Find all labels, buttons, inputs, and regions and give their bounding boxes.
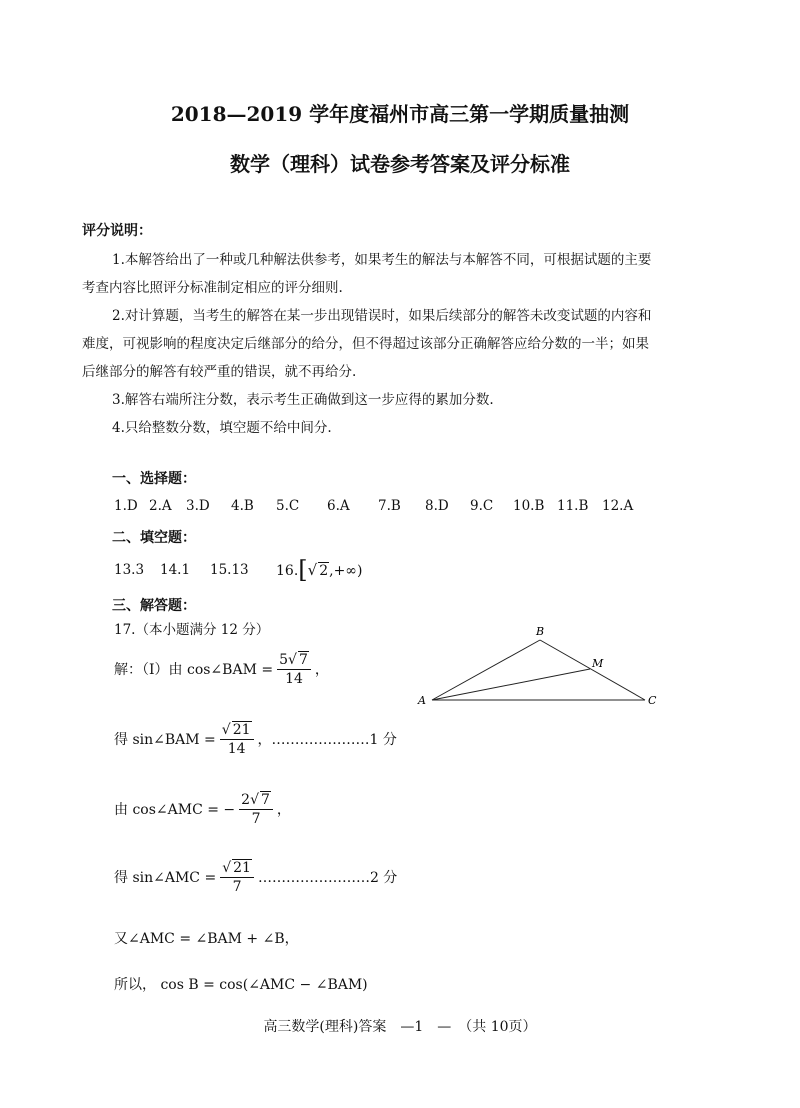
fraction: $\frac{5√ 7}{14}$: [277, 651, 311, 687]
choice-answer: 6.A: [327, 498, 350, 514]
triangle-figure: [410, 620, 670, 715]
choice-answer: 5.C: [276, 498, 300, 514]
solution-line-4: 得 sin∠AMC = $\frac{√ 21}{7}$ ……………………2 分: [114, 860, 398, 895]
segment-bc: [540, 640, 645, 700]
choice-answer: 9.C: [470, 498, 494, 514]
choice-answer: 3.D: [186, 498, 210, 514]
choice-answer: 8.D: [425, 498, 449, 514]
label-a: A: [418, 694, 426, 707]
segment-ab: [432, 640, 540, 700]
rule-1-line-2: 考查内容比照评分标准制定相应的评分细则.: [82, 280, 343, 296]
page-subtitle: 数学（理科）试卷参考答案及评分标准: [230, 152, 570, 176]
q17-header: 17.（本小题满分 12 分）: [114, 622, 270, 638]
choice-answer: 7.B: [378, 498, 401, 514]
fraction: $\frac{√ 21}{7}$: [220, 859, 254, 895]
q16-label: 16.: [276, 563, 299, 579]
q16-sqrt: 2: [319, 563, 329, 579]
solution-line-5: 又∠AMC = ∠BAM + ∠B，: [114, 931, 299, 947]
choice-answer: 1.D: [114, 498, 138, 514]
rule-4: 4.只给整数分数，填空题不给中间分.: [112, 420, 332, 436]
label-b: B: [536, 625, 545, 638]
solution-line-6: 所以， cos B = cos(∠AMC − ∠BAM): [114, 977, 368, 993]
rule-3: 3.解答右端所注分数，表示考生正确做到这一步应得的累加分数.: [112, 392, 494, 408]
rule-2-line-1: 2.对计算题，当考生的解答在某一步出现错误时，如果后续部分的解答未改变试题的内容和: [112, 308, 652, 324]
choice-answer: 2.A: [149, 498, 172, 514]
rule-2-line-3: 后继部分的解答有较严重的错误，就不再给分.: [82, 364, 357, 380]
fraction: $\frac{2√ 7}{7}$: [239, 791, 273, 827]
solution-line-1: 解：（Ⅰ）由 cos∠BAM = $\frac{5√ 7}{14}$ ，: [114, 652, 329, 687]
fraction: $\frac{√ 21}{14}$: [220, 721, 254, 757]
page-title: 2018—2019 学年度福州市高三第一学期质量抽测: [170, 102, 630, 126]
q16-open-bracket: [: [298, 556, 308, 584]
page-footer: 高三数学(理科)答案 —1 — （共 10页）: [263, 1019, 537, 1035]
rules-heading: 评分说明：: [82, 223, 152, 239]
section-choice-heading: 一、选择题：: [112, 471, 196, 487]
fill-answer-16: 16.[√ 2,+∞): [276, 556, 363, 584]
section-fill-heading: 二、填空题：: [112, 530, 196, 546]
fill-answer: 13.3: [114, 562, 145, 578]
rule-1-line-1: 1.本解答给出了一种或几种解法供参考，如果考生的解法与本解答不同，可根据试题的主要: [112, 252, 652, 268]
choice-answer: 11.B: [557, 498, 589, 514]
choice-answer: 10.B: [513, 498, 545, 514]
solution-line-2: 得 sin∠BAM = $\frac{√ 21}{14}$ ，…………………1 分: [114, 722, 397, 757]
label-m: M: [592, 657, 604, 670]
section-solution-heading: 三、解答题：: [112, 598, 196, 614]
choice-answer: 12.A: [602, 498, 634, 514]
segment-am: [432, 669, 590, 700]
q16-rest: ,+∞): [329, 563, 363, 579]
fill-answer: 15.13: [210, 562, 249, 578]
rule-2-line-2: 难度，可视影响的程度决定后继部分的给分，但不得超过该部分正确解答应给分数的一半；如果: [82, 336, 649, 352]
fill-answer: 14.1: [160, 562, 191, 578]
solution-line-3: 由 cos∠AMC = − $\frac{2√ 7}{7}$ ，: [114, 792, 291, 827]
label-c: C: [648, 694, 657, 707]
choice-answer: 4.B: [231, 498, 254, 514]
